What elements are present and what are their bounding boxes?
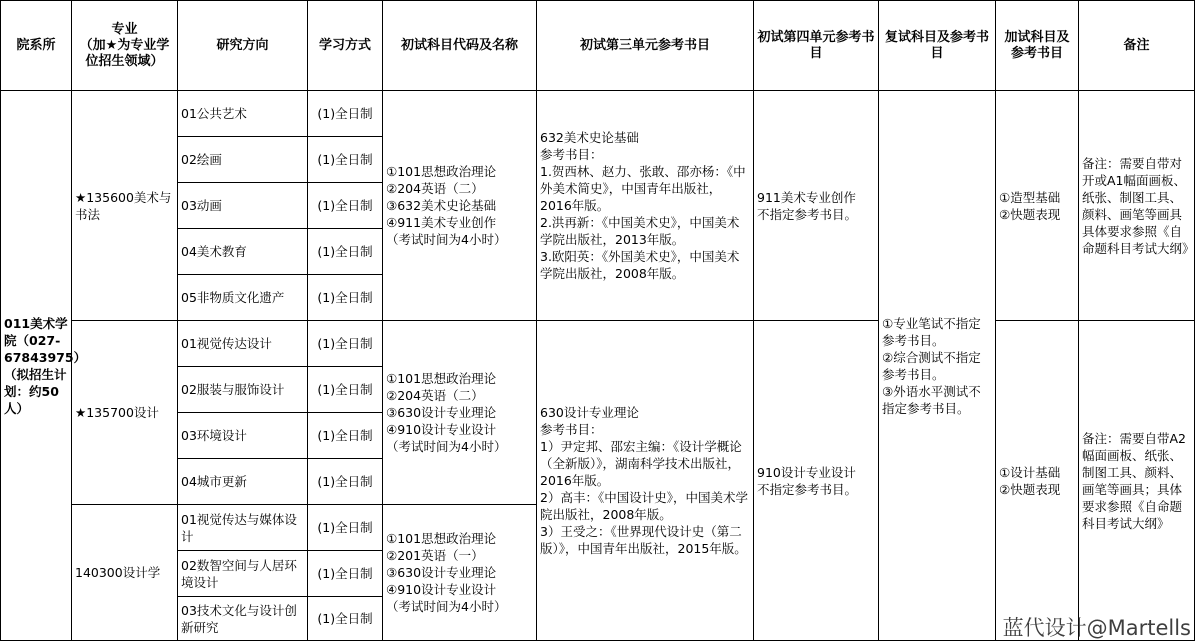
header-books4: 初试第四单元参考书目: [754, 1, 879, 91]
direction-cell: 03环境设计: [178, 413, 308, 459]
mode-cell: (1)全日制: [308, 459, 383, 505]
subjects-cell: ①101思想政治理论 ②201英语（一） ③630设计专业理论 ④910设计专业设计 （考试时间为4小时）: [383, 505, 537, 641]
mode-cell: (1)全日制: [308, 367, 383, 413]
major-cell: 140300设计学: [72, 505, 178, 641]
subjects-cell: ①101思想政治理论 ②204英语（二） ③632美术史论基础 ④911美术专业创作 （考试时间为4小时）: [383, 91, 537, 321]
notes-cell: 备注：需要自带A2幅面画板、纸张、制图工具、颜料、画笔等画具；具体要求参照《自命题科目考试大纲》: [1079, 321, 1195, 641]
header-notes: 备注: [1079, 1, 1195, 91]
major-cell: ★135600美术与书法: [72, 91, 178, 321]
watermark: 蓝代设计@Martells: [1002, 616, 1191, 640]
header-retest: 复试科目及参考书目: [879, 1, 996, 91]
direction-cell: 01视觉传达设计: [178, 321, 308, 367]
header-subjects: 初试科目代码及名称: [383, 1, 537, 91]
header-books3: 初试第三单元参考书目: [537, 1, 754, 91]
books3-cell: 630设计专业理论 参考书目： 1）尹定邦、邵宏主编：《设计学概论（全新版）》，湖南科学技术出版社，2016年版。 2）高丰：《中国设计史》，中国美术学院出版社，2008年版。 3）王受之：《世界现代设计史（第二版）》，中国青年出版社，2015年版。: [537, 321, 754, 641]
direction-cell: 03技术文化与设计创新研究: [178, 597, 308, 641]
books4-cell: 910设计专业设计 不指定参考书目。: [754, 321, 879, 641]
direction-cell: 01视觉传达与媒体设计: [178, 505, 308, 551]
mode-cell: (1)全日制: [308, 505, 383, 551]
table-row: [1, 321, 1195, 367]
mode-cell: (1)全日制: [308, 413, 383, 459]
table-row: [1, 91, 1195, 137]
mode-cell: (1)全日制: [308, 321, 383, 367]
mode-cell: (1)全日制: [308, 551, 383, 597]
header-direction: 研究方向: [178, 1, 308, 91]
direction-cell: 04美术教育: [178, 229, 308, 275]
retest-cell: ①专业笔试不指定参考书目。 ②综合测试不指定参考书目。 ③外语水平测试不指定参考书目。: [879, 91, 996, 641]
header-row: [1, 1, 1195, 91]
header-mode: 学习方式: [308, 1, 383, 91]
subjects-cell: ①101思想政治理论 ②204英语（二） ③630设计专业理论 ④910设计专业设计 （考试时间为4小时）: [383, 321, 537, 505]
mode-cell: (1)全日制: [308, 91, 383, 137]
direction-cell: 04城市更新: [178, 459, 308, 505]
header-extra: 加试科目及参考书目: [996, 1, 1079, 91]
direction-cell: 02数智空间与人居环境设计: [178, 551, 308, 597]
header-dept: 院系所: [1, 1, 72, 91]
books4-cell: 911美术专业创作 不指定参考书目。: [754, 91, 879, 321]
direction-cell: 01公共艺术: [178, 91, 308, 137]
direction-cell: 02服装与服饰设计: [178, 367, 308, 413]
header-major: 专业 （加★为专业学位招生领域）: [72, 1, 178, 91]
direction-cell: 02绘画: [178, 137, 308, 183]
mode-cell: (1)全日制: [308, 137, 383, 183]
books3-cell: 632美术史论基础 参考书目： 1.贺西林、赵力、张敢、邵亦杨：《中外美术简史》，中国青年出版社，2016年版。 2.洪再新：《中国美术史》，中国美术学院出版社，2013年版。 3.欧阳英：《外国美术史》，中国美术学院出版社，2008年版。: [537, 91, 754, 321]
mode-cell: (1)全日制: [308, 183, 383, 229]
direction-cell: 03动画: [178, 183, 308, 229]
mode-cell: (1)全日制: [308, 229, 383, 275]
major-cell: ★135700设计: [72, 321, 178, 505]
mode-cell: (1)全日制: [308, 275, 383, 321]
direction-cell: 05非物质文化遗产: [178, 275, 308, 321]
extra-cell: ①设计基础 ②快题表现: [996, 321, 1079, 641]
department-cell: 011美术学院（027-67843975）（拟招生计划：约50人）: [1, 91, 72, 641]
mode-cell: (1)全日制: [308, 597, 383, 641]
notes-cell: 备注：需要自带对开或A1幅面画板、纸张、制图工具、颜料、画笔等画具具体要求参照《自命题科目考试大纲》: [1079, 91, 1195, 321]
extra-cell: ①造型基础 ②快题表现: [996, 91, 1079, 321]
